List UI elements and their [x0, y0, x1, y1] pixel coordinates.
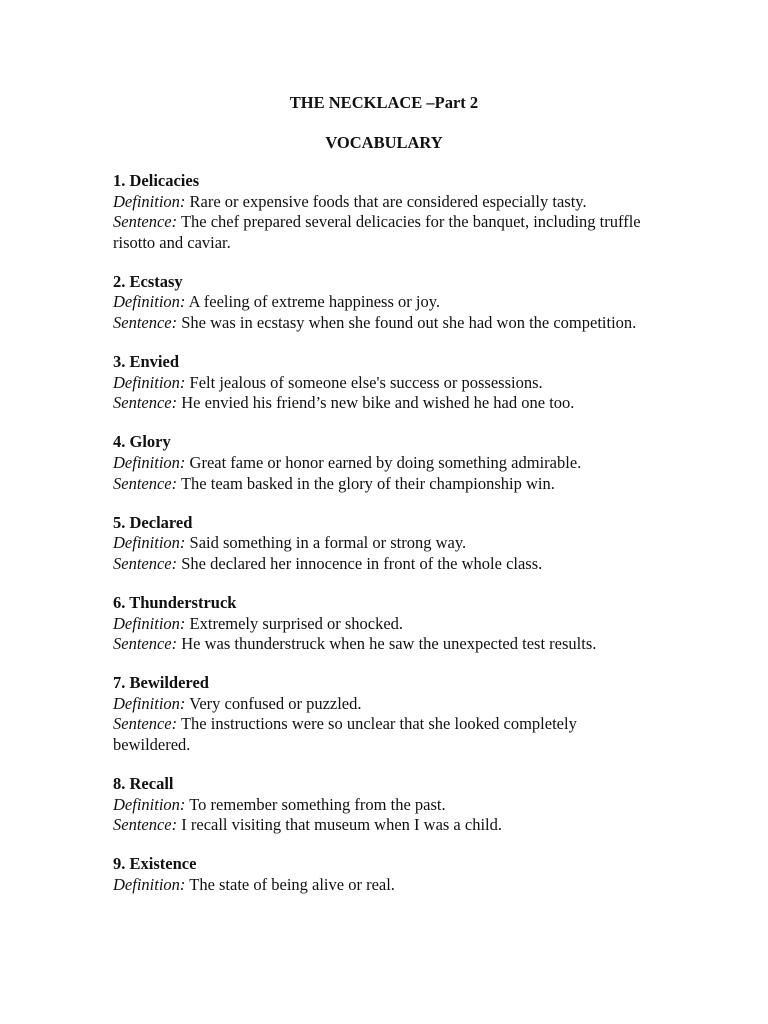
definition-label: Definition:	[113, 794, 186, 814]
vocab-term: 6. Thunderstruck	[113, 593, 237, 612]
definition-line	[113, 453, 653, 474]
definition-line	[113, 533, 653, 554]
definition-line	[113, 292, 653, 313]
vocab-term: 9. Existence	[113, 854, 197, 874]
definition-line	[113, 373, 653, 394]
definition-text: Rare or expensive foods that are considered especially tasty.	[189, 191, 587, 211]
definition-text: Felt jealous of someone else's success or possessions.	[189, 372, 543, 392]
sentence-text: She was in ecstasy when she found out she had won the competition.	[181, 313, 637, 333]
sentence-label: Sentence:	[113, 553, 178, 573]
sentence-text: He was thunderstruck when he saw the unexpected test results.	[181, 634, 597, 654]
sentence-text: He envied his friend’s new bike and wished he had one too.	[181, 393, 575, 413]
definition-line	[113, 614, 653, 635]
sentence-label: Sentence:	[113, 815, 178, 835]
definition-text: Extremely surprised or shocked.	[189, 613, 404, 633]
vocab-entry	[113, 513, 653, 575]
definition-text: Said something in a formal or strong way.	[189, 533, 467, 553]
definition-label: Definition:	[113, 613, 186, 633]
vocab-entry	[113, 593, 653, 655]
definition-label: Definition:	[113, 191, 186, 211]
sentence-label: Sentence:	[113, 634, 178, 654]
vocab-entry	[113, 673, 653, 755]
vocabulary-list	[113, 171, 653, 914]
sentence-label: Sentence:	[113, 313, 178, 333]
vocab-entry	[113, 352, 653, 414]
definition-text: To remember something from the past.	[189, 794, 446, 814]
definition-line	[113, 694, 653, 715]
vocab-entry	[113, 171, 653, 253]
sentence-line	[113, 815, 653, 836]
definition-label: Definition:	[113, 372, 186, 392]
definition-label: Definition:	[113, 875, 186, 895]
sentence-text: The instructions were so unclear that she looked completely bewildered.	[113, 714, 577, 755]
definition-label: Definition:	[113, 453, 186, 473]
definition-line	[113, 875, 653, 896]
vocab-term: 7. Bewildered	[113, 673, 209, 693]
sentence-line	[113, 554, 653, 575]
vocab-term: 2. Ecstasy	[113, 271, 183, 291]
definition-label: Definition:	[113, 292, 186, 312]
sentence-line	[113, 474, 653, 495]
vocab-entry	[113, 854, 653, 895]
sentence-label: Sentence:	[113, 473, 178, 493]
vocab-term: 1. Delicacies	[113, 171, 200, 190]
definition-label: Definition:	[113, 693, 186, 713]
definition-line	[113, 795, 653, 816]
sentence-text: I recall visiting that museum when I was a child.	[181, 815, 503, 835]
sentence-line	[113, 634, 653, 655]
definition-text: A feeling of extreme happiness or joy.	[188, 292, 441, 312]
sentence-line	[113, 393, 653, 414]
document-subtitle: VOCABULARY	[325, 133, 443, 152]
sentence-label: Sentence:	[113, 714, 178, 734]
document-title: THE NECKLACE –Part 2	[289, 93, 479, 112]
sentence-line	[113, 714, 653, 755]
vocab-entry	[113, 774, 653, 836]
vocab-term: 8. Recall	[113, 774, 174, 794]
sentence-text: The team basked in the glory of their championship win.	[180, 473, 555, 493]
definition-text: Great fame or honor earned by doing something admirable.	[189, 453, 582, 473]
definition-label: Definition:	[113, 533, 186, 553]
sentence-text: She declared her innocence in front of the whole class.	[181, 553, 543, 573]
sentence-line	[113, 212, 653, 253]
vocab-term: 3. Envied	[113, 352, 180, 372]
vocab-entry	[113, 272, 653, 334]
definition-text: The state of being alive or real.	[189, 875, 395, 895]
definition-line	[113, 192, 653, 213]
sentence-label: Sentence:	[113, 393, 178, 413]
vocab-entry	[113, 432, 653, 494]
definition-text: Very confused or puzzled.	[189, 693, 362, 713]
sentence-label: Sentence:	[113, 212, 178, 232]
sentence-line	[113, 313, 653, 334]
vocab-term: 5. Declared	[113, 512, 193, 532]
sentence-text: The chef prepared several delicacies for the banquet, including truffle risotto and caviar.	[113, 212, 641, 252]
vocab-term: 4. Glory	[113, 432, 171, 452]
